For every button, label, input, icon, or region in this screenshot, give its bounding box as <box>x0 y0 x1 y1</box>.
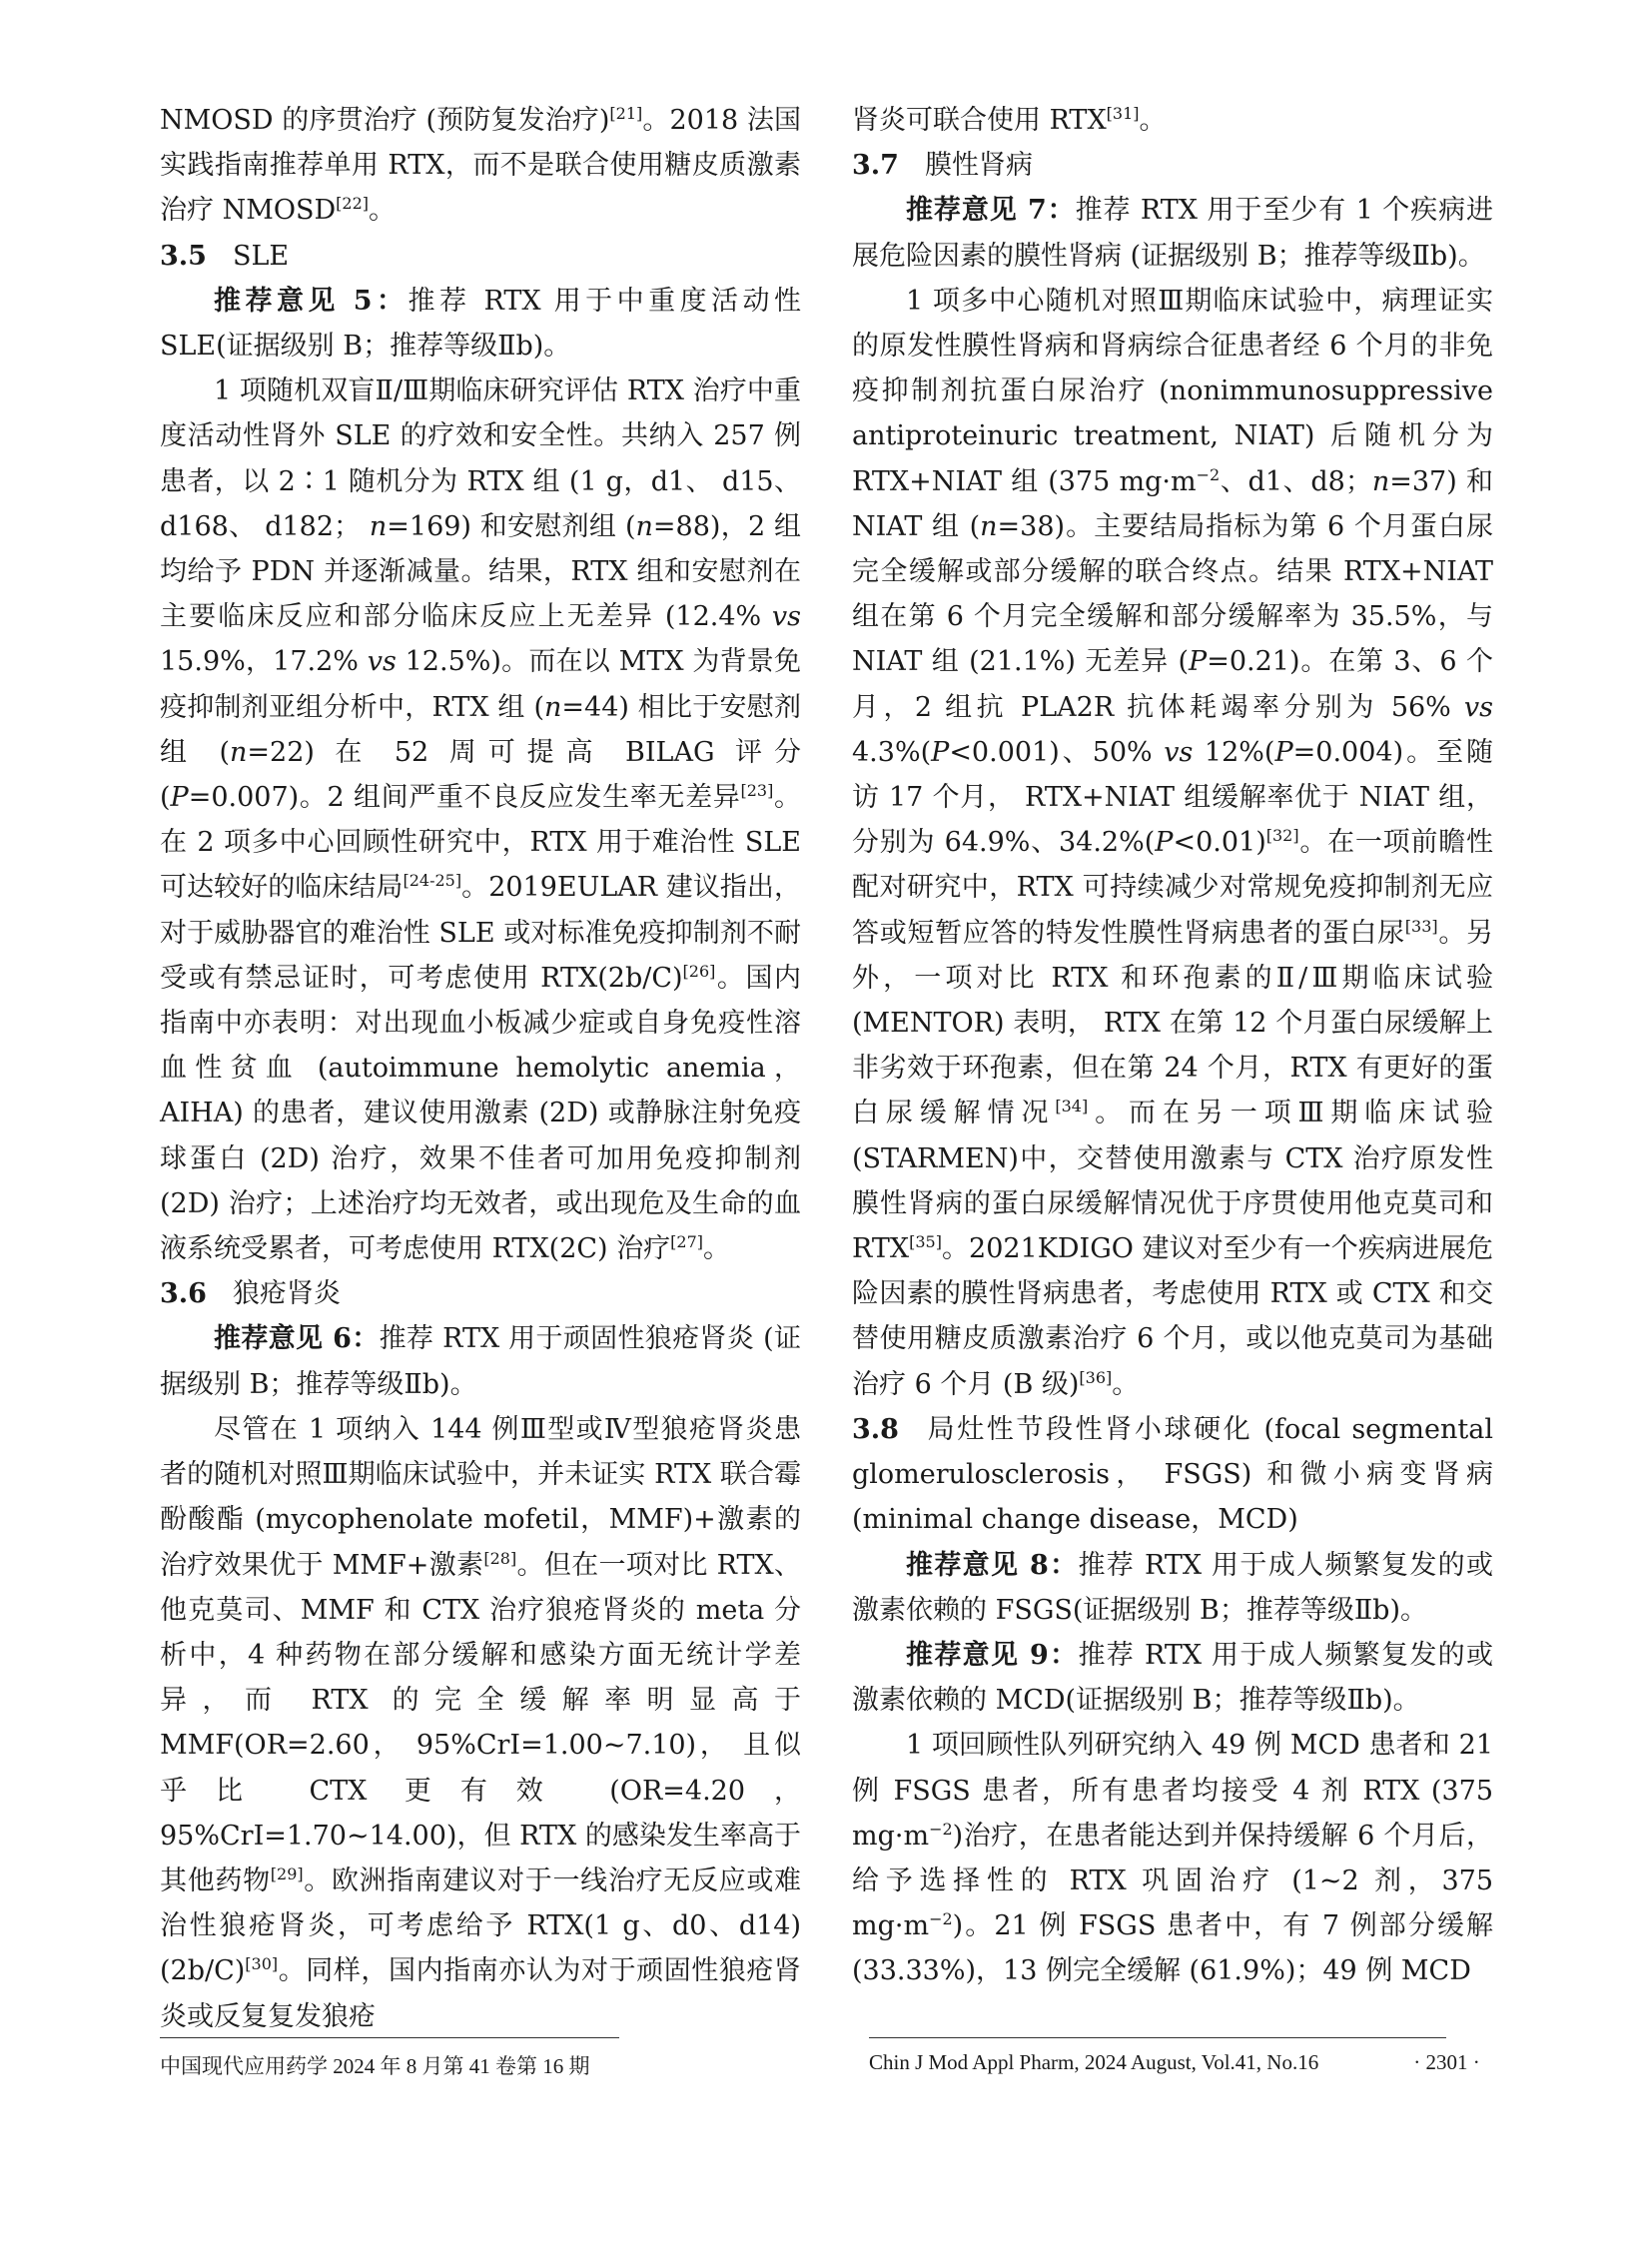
section-heading <box>160 234 801 279</box>
body-paragraph: NMOSD 的序贯治疗 (预防复发治疗)[21]。2018 法国实践指南推荐单用 RTX，而不是联合使用糖皮质激素治疗 NMOSD[22]。 <box>160 104 801 227</box>
section-number: 3.6 <box>160 1278 207 1310</box>
page-number: · 2301 · <box>1413 2050 1480 2074</box>
body-paragraph: 1 项随机双盲Ⅱ/Ⅲ期临床研究评估 RTX 治疗中重度活动性肾外 SLE 的疗效和安全性。共纳入 257 例患者，以 2∶1 随机分为 RTX 组 (1 g，d1、 d15、 d168、 d182； n=169) 和安慰剂组 (n=88)，2 组均给予 PDN 并逐渐减量。结果，RTX 组和安慰剂在主要临床反应和部分临床反应上无差异 (12.4% vs 15.9%，17.2% vs 12.5%)。而在以 MTX 为背景免疫抑制剂亚组分析中，RTX 组 (n=44) 相比于安慰剂组 (n=22) 在 52 周可提高 BILAG 评分 (P=0.007)。2 组间严重不良反应发生率无差异[23]。在 2 项多中心回顾性研究中，RTX 用于难治性 SLE 可达较好的临床结局[24-25]。2019EULAR 建议指出，对于威胁器官的难治性 SLE 或对标准免疫抑制剂不耐受或有禁忌证时，可考虑使用 RTX(2b/C)[26]。国内指南中亦表明：对出现血小板减少症或自身免疫性溶血性贫血 (autoimmune hemolytic anemia，AIHA) 的患者，建议使用激素 (2D) 或静脉注射免疫球蛋白 (2D) 治疗，效果不佳者可加用免疫抑制剂 (2D) 治疗；上述治疗均无效者，或出现危及生命的血液系统受累者，可考虑使用 RTX(2C) 治疗[27]。 <box>160 375 802 1265</box>
footer-journal-en <box>869 2050 1480 2075</box>
section-number: 3.5 <box>160 240 207 272</box>
section-number: 3.7 <box>852 150 899 182</box>
section-heading <box>160 1271 801 1316</box>
right-column <box>852 98 1493 1994</box>
body-paragraph: 推荐意见 5：推荐 RTX 用于中重度活动性 SLE(证据级别 B；推荐等级Ⅱb)。 <box>160 285 802 363</box>
body-paragraph: 推荐意见 8：推荐 RTX 用于成人频繁复发的或激素依赖的 FSGS(证据级别 B；推荐等级Ⅱb)。 <box>852 1549 1493 1626</box>
left-column <box>160 98 801 2039</box>
section-title: 局灶性节段性肾小球硬化 (focal segmental glomerulosclerosis， FSGS) 和微小病变肾病 (minimal change disease，MCD) <box>852 1413 1493 1536</box>
body-paragraph: 推荐意见 6：推荐 RTX 用于顽固性狼疮肾炎 (证据级别 B；推荐等级Ⅱb)。 <box>160 1323 801 1400</box>
section-title: 膜性肾病 <box>924 150 1033 182</box>
body-paragraph: 尽管在 1 项纳入 144 例Ⅲ型或Ⅳ型狼疮肾炎患者的随机对照Ⅲ期临床试验中，并未证实 RTX 联合霉酚酸酯 (mycophenolate mofetil，MMF)+激素的治疗效果优于 MMF+激素[28]。但在一项对比 RTX、他克莫司、MMF 和 CTX 治疗狼疮肾炎的 meta 分析中，4 种药物在部分缓解和感染方面无统计学差异，而 RTX 的完全缓解率明显高于 MMF(OR=2.60， 95%CrI=1.00~7.10)， 且似乎比 CTX 更有效 (OR=4.20，95%CrI=1.70~14.00)，但 RTX 的感染发生率高于其他药物[29]。欧洲指南建议对于一线治疗无反应或难治性狼疮肾炎，可考虑给予 RTX(1 g、d0、d14)(2b/C)[30]。同样，国内指南亦认为对于顽固性狼疮肾炎或反复复发狼疮 <box>160 1413 802 2032</box>
footer-journal-cn <box>160 2050 590 2080</box>
footer-rule-left <box>160 2037 619 2038</box>
section-title: SLE <box>232 240 290 272</box>
section-title: 狼疮肾炎 <box>232 1278 341 1310</box>
footer-journal-en-text: Chin J Mod Appl Pharm, 2024 August, Vol.41, No.16 <box>869 2050 1319 2074</box>
body-paragraph: 1 项回顾性队列研究纳入 49 例 MCD 患者和 21 例 FSGS 患者，所有患者均接受 4 剂 RTX (375 $mg\cdot m^{-2}$)治疗，在患者能达到并保持缓解 6 个月后，给予选择性的 RTX 巩固治疗 (1~2 剂，375 $mg\cdot m^{-2}$)。21 例 FSGS 患者中，有 7 例部分缓解 (33.33%)，13 例完全缓解 (61.9%)；49 例 MCD <box>852 1730 1493 1987</box>
body-paragraph: 肾炎可联合使用 RTX[31]。 <box>852 104 1167 136</box>
footer-rule-right <box>869 2037 1446 2038</box>
footer-journal-cn-text: 中国现代应用药学 2024 年 8 月第 41 卷第 16 期 <box>160 2054 590 2078</box>
section-heading <box>852 143 1493 188</box>
body-paragraph: 1 项多中心随机对照Ⅲ期临床试验中，病理证实的原发性膜性肾病和肾病综合征患者经 6 个月的非免疫抑制剂抗蛋白尿治疗 (nonimmunosuppressive antiproteinuric treatment, NIAT) 后随机分为 RTX+NIAT 组 (375 $mg\cdot m^{-2}$、d1、d8；n=37) 和 NIAT 组 (n=38)。主要结局指标为第 6 个月蛋白尿完全缓解或部分缓解的联合终点。结果 RTX+NIAT 组在第 6 个月完全缓解和部分缓解率为 35.5%，与 NIAT 组 (21.1%) 无差异 (P=0.21)。在第 3、6 个月，2 组抗 PLA2R 抗体耗竭率分别为 56% vs 4.3%(P<0.001)、50% vs 12%(P=0.004)。至随访 17 个月， RTX+NIAT 组缓解率优于 NIAT 组，分别为 64.9%、34.2%(P<0.01)[32]。在一项前瞻性配对研究中，RTX 可持续减少对常规免疫抑制剂无应答或短暂应答的特发性膜性肾病患者的蛋白尿[33]。另外，一项对比 RTX 和环孢素的Ⅱ/Ⅲ期临床试验 (MENTOR) 表明， RTX 在第 12 个月蛋白尿缓解上非劣效于环孢素，但在第 24 个月，RTX 有更好的蛋白尿缓解情况[34]。而在另一项Ⅲ期临床试验 (STARMEN)中，交替使用激素与 CTX 治疗原发性膜性肾病的蛋白尿缓解情况优于序贯使用他克莫司和RTX[35]。2021KDIGO 建议对至少有一个疾病进展危险因素的膜性肾病患者，考虑使用 RTX 或 CTX 和交替使用糖皮质激素治疗 6 个月，或以他克莫司为基础治疗 6 个月 (B 级)[36]。 <box>852 285 1494 1400</box>
section-heading <box>852 1407 1493 1543</box>
section-number: 3.8 <box>852 1413 899 1445</box>
body-paragraph: 推荐意见 9：推荐 RTX 用于成人频繁复发的或激素依赖的 MCD(证据级别 B；推荐等级Ⅱb)。 <box>852 1639 1493 1717</box>
body-paragraph: 推荐意见 7：推荐 RTX 用于至少有 1 个疾病进展危险因素的膜性肾病 (证据级别 B；推荐等级Ⅱb)。 <box>852 195 1493 272</box>
